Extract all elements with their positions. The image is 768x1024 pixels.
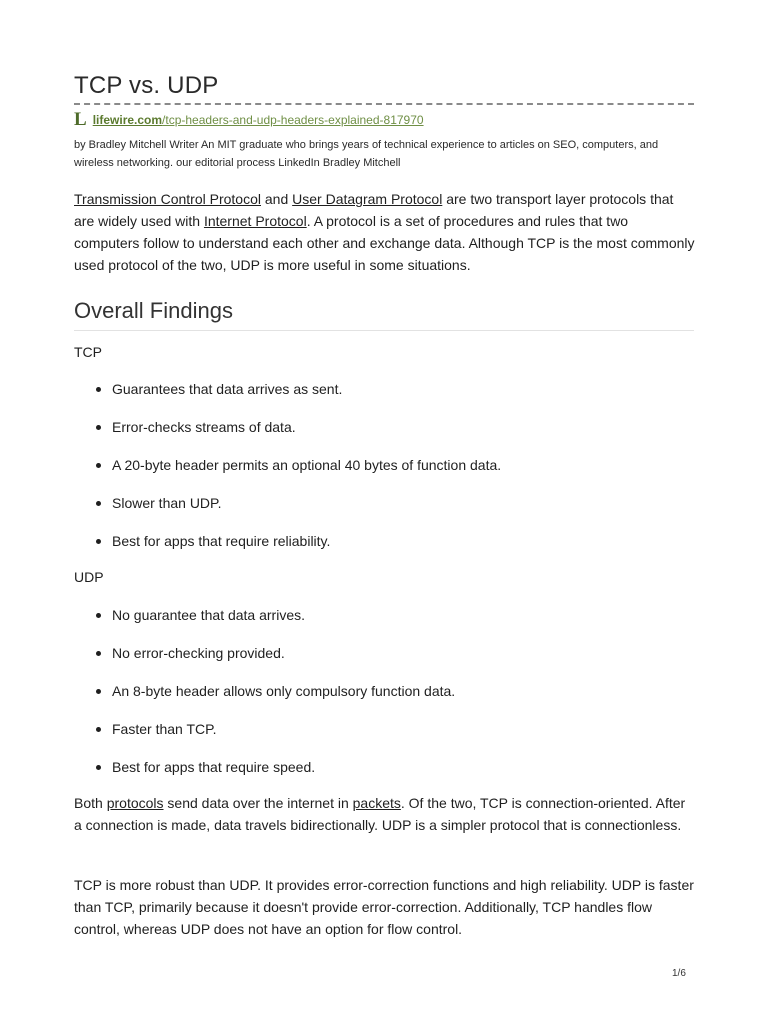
lifewire-logo-icon: L <box>74 109 87 130</box>
tcp-link[interactable]: Transmission Control Protocol <box>74 191 261 207</box>
list-item: Best for apps that require speed. <box>94 757 455 795</box>
packets-link[interactable]: packets <box>352 795 401 811</box>
udp-label: UDP <box>74 569 104 585</box>
udp-list <box>94 605 455 795</box>
para2-text-2: send data over the internet in <box>163 795 353 811</box>
internet-protocol-link[interactable]: Internet Protocol <box>203 213 307 229</box>
list-item: Faster than TCP. <box>94 719 455 757</box>
para2-text-1: Both <box>74 795 107 811</box>
protocols-link[interactable]: protocols <box>106 795 164 811</box>
author-byline: by Bradley Mitchell Writer An MIT graduate who brings years of technical experience to articles on SEO, computers, and wireless networking. our editorial process LinkedIn Bradley Mitchell <box>74 139 659 169</box>
list-item: Slower than UDP. <box>94 493 501 531</box>
intro-text-2: are two transport layer protocols that are widely used with <box>74 191 674 229</box>
paragraph-robustness: TCP is more robust than UDP. It provides error-correction functions and high reliability. UDP is faster than TCP, primarily because it doesn't provide error-correction. Additionally, TCP handles flow control, whereas UDP does not have an option for flow control. <box>74 877 694 937</box>
tcp-list <box>94 379 501 569</box>
intro-text-3: . A protocol is a set of procedures and rules that two computers follow to understand each other and exchange data. Although TCP is the most commonly used protocol of the two, UDP is more useful in some situations. <box>74 213 695 273</box>
list-item: Error-checks streams of data. <box>94 417 501 455</box>
page-number: 1/6 <box>672 968 686 979</box>
section-divider <box>74 330 694 331</box>
list-item: Best for apps that require reliability. <box>94 531 501 569</box>
page-title: TCP vs. UDP <box>74 72 219 99</box>
source-domain-link[interactable]: lifewire.com <box>92 113 163 127</box>
source-path-link[interactable]: /tcp-headers-and-udp-headers-explained-817970 <box>162 113 424 127</box>
intro-text-1: and <box>261 191 293 207</box>
udp-link[interactable]: User Datagram Protocol <box>292 191 443 207</box>
intro-paragraph <box>74 188 696 276</box>
list-item: Guarantees that data arrives as sent. <box>94 379 501 417</box>
list-item: An 8-byte header allows only compulsory function data. <box>94 681 455 719</box>
list-item: No error-checking provided. <box>94 643 455 681</box>
source-line <box>74 110 424 130</box>
list-item: A 20-byte header permits an optional 40 bytes of function data. <box>94 455 501 493</box>
section-heading: Overall Findings <box>74 298 233 323</box>
paragraph-protocols <box>74 792 696 836</box>
list-item: No guarantee that data arrives. <box>94 605 455 643</box>
tcp-label: TCP <box>74 344 102 360</box>
para2-text-3: . Of the two, TCP is connection-oriented. After a connection is made, data travels bidirectionally. UDP is a simpler protocol that is connectionless. <box>74 795 686 833</box>
title-divider <box>74 103 694 105</box>
